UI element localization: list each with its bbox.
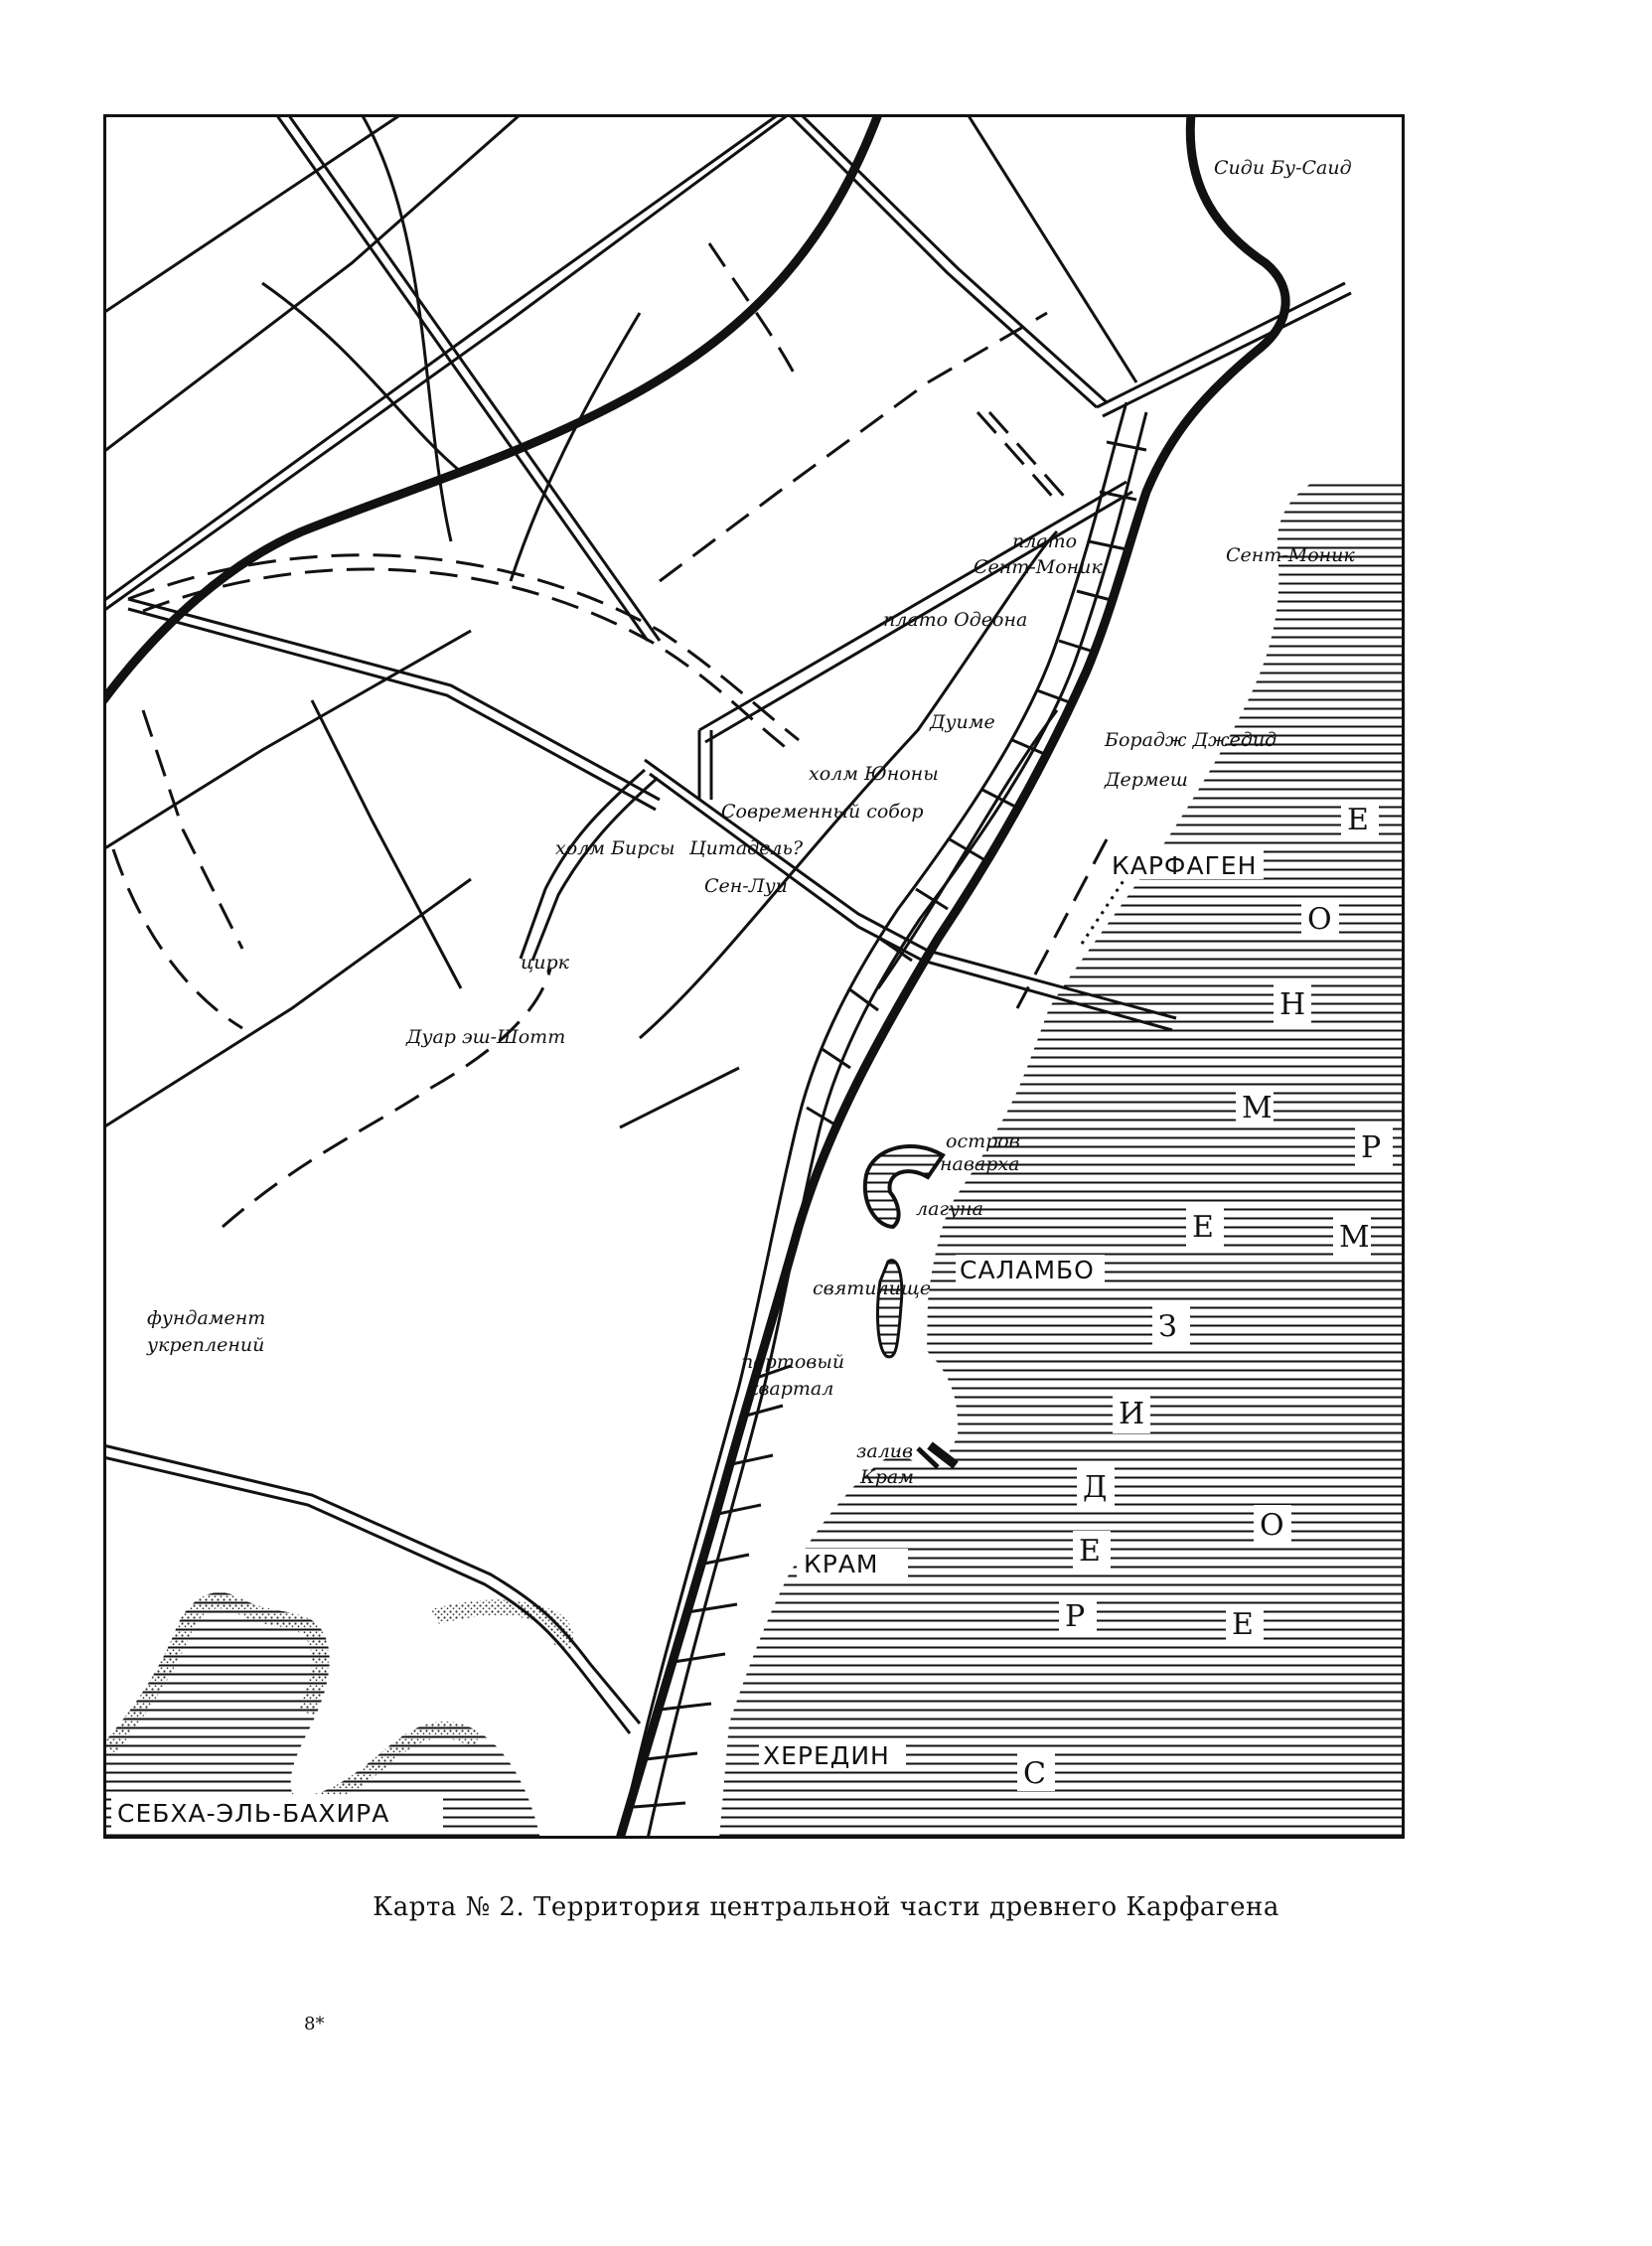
label-port-quarter-2: квартал <box>747 1378 834 1400</box>
label-admiral-island-2: наварха <box>940 1153 1020 1175</box>
sea-letter: О <box>1260 1508 1284 1543</box>
sea-letter: М <box>1242 1091 1273 1125</box>
label-circus: цирк <box>521 952 570 973</box>
label-lagoon: лагуна <box>916 1198 983 1220</box>
sea-letter: З <box>1158 1309 1177 1344</box>
sea-letter: О <box>1307 902 1332 937</box>
label-sanctuary: святилище <box>813 1277 932 1299</box>
sea-letter: Д <box>1083 1470 1108 1505</box>
label-modern-cathedral: Современный собор <box>721 801 924 823</box>
label-sebkha: СЕБХА-ЭЛЬ-БАХИРА <box>117 1799 390 1828</box>
sea-letter: Е <box>1079 1534 1101 1569</box>
sea-letter: С <box>1023 1756 1046 1791</box>
label-citadel: Цитадель? <box>689 837 804 859</box>
label-kram-bay-2: Крам <box>860 1466 914 1488</box>
label-plateau-odeon: плато Одеона <box>883 609 1028 631</box>
label-carthage: КАРФАГЕН <box>1112 851 1258 880</box>
label-kram: КРАМ <box>804 1550 879 1578</box>
label-dermech: Дермеш <box>1105 769 1188 791</box>
label-plateau-sainte-monique-1: плато <box>1012 530 1078 552</box>
label-salammbo: САЛАМБО <box>960 1256 1095 1284</box>
label-fortification-1: фундамент <box>147 1307 266 1329</box>
sanctuary-island <box>878 1261 902 1357</box>
sea-letter: Р <box>1361 1130 1382 1165</box>
label-admiral-island-1: остров <box>946 1130 1020 1152</box>
map-caption: Карта № 2. Территория центральной части древнего Карфагена <box>373 1892 1279 1922</box>
carthage-map <box>103 114 1405 1839</box>
label-port-quarter-1: портовый <box>741 1351 845 1373</box>
label-juno-hill: холм Юноны <box>809 763 939 785</box>
sea-letter: Н <box>1279 987 1306 1022</box>
label-plateau-sainte-monique-2: Сент-Моник <box>974 556 1103 578</box>
label-saint-louis: Сен-Луи <box>704 875 788 897</box>
label-sainte-monique: Сент-Моник <box>1226 544 1355 566</box>
label-bordj-djedid: Борадж Джедид <box>1105 729 1277 751</box>
sea-letter: Е <box>1192 1210 1214 1245</box>
sea-letter: Е <box>1347 803 1369 837</box>
label-douar-ech-chott: Дуар эш-Шотт <box>406 1026 566 1048</box>
sea-letter: Е <box>1232 1607 1254 1642</box>
page-number: 8* <box>304 2014 325 2034</box>
label-kheredine: ХЕРЕДИН <box>763 1741 890 1770</box>
sea-letter: И <box>1119 1397 1145 1431</box>
sea-letter: М <box>1339 1220 1370 1255</box>
label-kram-bay-1: залив <box>856 1440 914 1462</box>
label-sidi-bou-said: Сиди Бу-Саид <box>1214 157 1352 179</box>
ancient-walls <box>113 243 1107 1227</box>
label-byrsa-hill: холм Бирсы <box>555 837 676 859</box>
sea-letter: Р <box>1065 1599 1086 1634</box>
label-fortification-2: укреплений <box>147 1334 265 1356</box>
north-shore-stipple <box>431 1600 573 1649</box>
label-douimes: Дуиме <box>930 711 995 733</box>
